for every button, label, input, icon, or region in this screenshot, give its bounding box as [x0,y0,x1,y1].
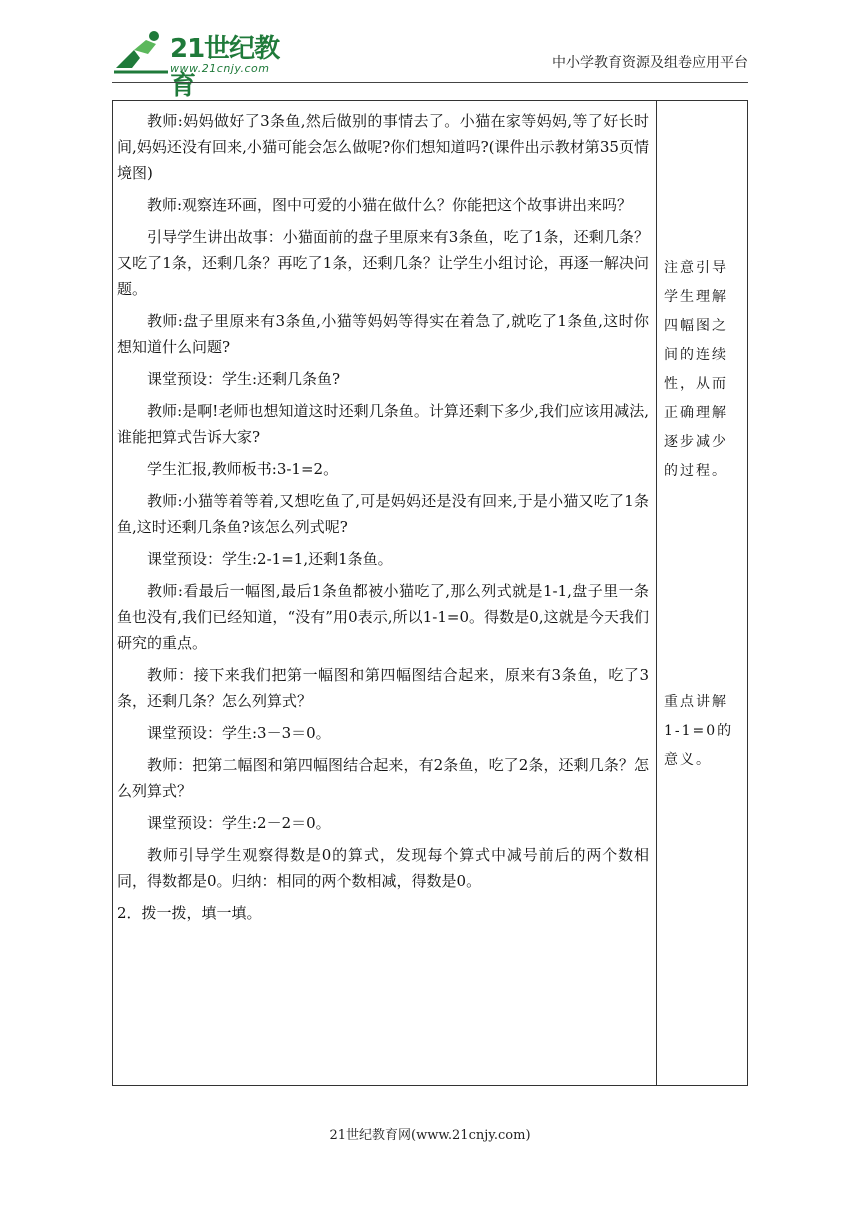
side-note-key-point: 重点讲解1-1=0的意义。 [664,694,734,768]
paragraph: 教师：接下来我们把第一幅图和第四幅图结合起来，原来有3条鱼，吃了3条，还剩几条？怎么列算式？ [117,666,649,710]
site-logo [112,28,292,101]
paragraph: 教师：把第二幅图和第四幅图结合起来，有2条鱼，吃了2条，还剩几条？怎么列算式？ [117,756,649,800]
platform-name: 中小学教育资源及组卷应用平台 [552,55,748,71]
paragraph: 课堂预设：学生:3－3＝0。 [147,724,331,742]
logo-url-text: www.21cnjy.com [170,62,270,75]
paragraph: 教师:盘子里原来有3条鱼,小猫等妈妈等得实在着急了,就吃了1条鱼,这时你想知道什么问题? [117,312,649,356]
paragraph: 引导学生讲出故事：小猫面前的盘子里原来有3条鱼，吃了1条，还剩几条？又吃了1条，还剩几条？再吃了1条，还剩几条？让学生小组讨论，再逐一解决问题。 [117,228,649,298]
header-divider [112,82,748,83]
paragraph: 教师:观察连环画，图中可爱的小猫在做什么？你能把这个故事讲出来吗？ [147,196,633,214]
paragraph: 教师引导学生观察得数是0的算式，发现每个算式中减号前后的两个数相同，得数都是0。归纳：相同的两个数相减，得数是0。 [117,846,649,890]
column-divider [656,101,657,1085]
paragraph: 课堂预设：学生:2－2＝0。 [147,814,331,832]
logo-brand-text: 21世纪教育 [170,34,280,101]
paragraph: 课堂预设：学生:2-1=1,还剩1条鱼。 [147,550,393,568]
side-note-continuity: 注意引导学生理解四幅图之间的连续性，从而正确理解逐步减少的过程。 [664,260,728,479]
paragraph: 教师:是啊!老师也想知道这时还剩几条鱼。计算还剩下多少,我们应该用减法,谁能把算式告诉大家? [117,402,649,446]
paragraph: 课堂预设：学生:还剩几条鱼? [147,370,341,388]
runner-icon [112,28,172,76]
page-footer: 21世纪教育网(www.21cnjy.com) [329,1128,531,1143]
paragraph: 教师:小猫等着等着,又想吃鱼了,可是妈妈还是没有回来,于是小猫又吃了1条鱼,这时还剩几条鱼?该怎么列式呢? [117,492,649,536]
paragraph: 教师:妈妈做好了3条鱼,然后做别的事情去了。小猫在家等妈妈,等了好长时间,妈妈还没有回来,小猫可能会怎么做呢?你们想知道吗?(课件出示教材第35页情境图) [117,112,649,182]
lesson-content [117,108,649,932]
section-heading: 2．拨一拨，填一填。 [117,904,262,922]
lesson-table [112,100,748,1086]
paragraph: 学生汇报,教师板书:3-1=2。 [147,460,339,478]
paragraph: 教师:看最后一幅图,最后1条鱼都被小猫吃了,那么列式就是1-1,盘子里一条鱼也没有,我们已经知道，“没有”用0表示,所以1-1=0。得数是0,这就是今天我们研究的重点。 [117,582,649,652]
